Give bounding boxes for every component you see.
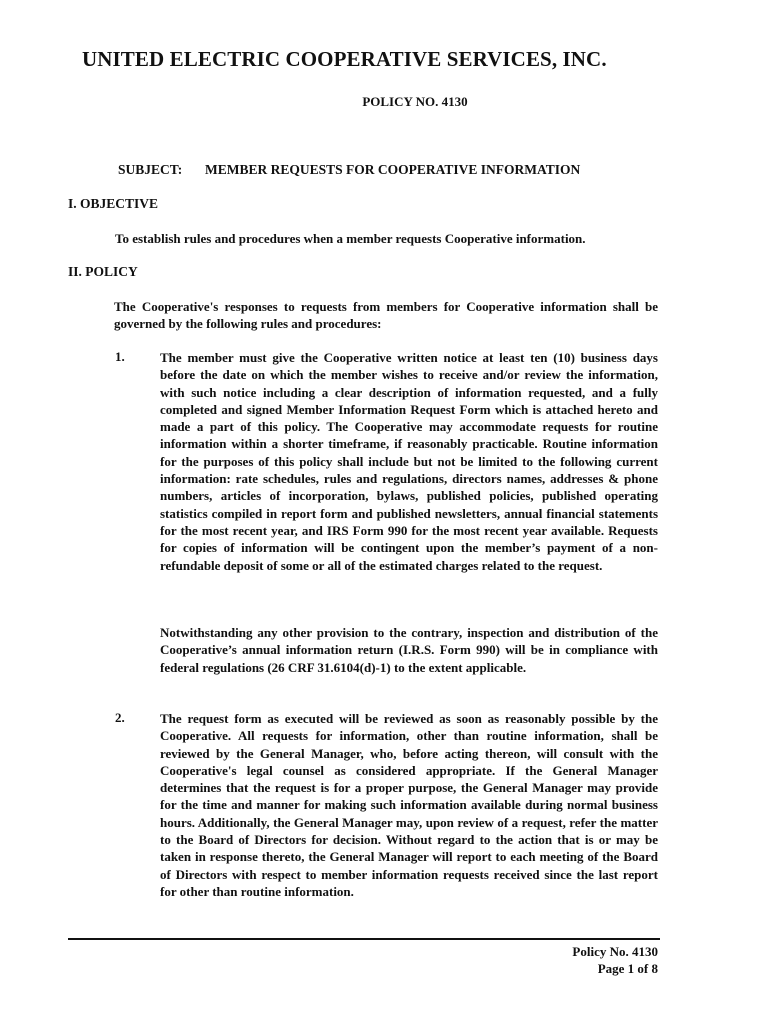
policy-intro: The Cooperative's responses to requests from members for Cooperative information shall be governed by the following rules and procedures: [114,299,658,332]
item-number: 1. [115,349,125,364]
objective-heading: I. OBJECTIVE [68,196,159,211]
footer-page-number: Page 1 of 8 [597,961,658,976]
item-paragraph: The member must give the Cooperative written notice at least ten (10) business days before the date on which the member wishes to receive and/or review the information, with such notice including a clear description of information requested, and a fully completed and signed Member Information Request Form which is attached hereto and made a part of this policy. The Cooperative may accommodate requests for routine information within a shorter timeframe, if reasonably practicable. Routine information for the purposes of this policy shall include but not be limited to the following current information: rate schedules, rules and regulations, directors names, addresses & phone numbers, articles of incorporation, bylaws, published policies, published operating statistics compiled in report form and published newsletters, annual financial statements for the most recent year, and IRS Form 990 for the most recent year available. Requests for copies of information will be contingent upon the member’s payment of a non-refundable deposit of some or all of the estimated charges related to the request. [160,350,658,573]
item-number: 2. [115,710,125,725]
policy-number: POLICY NO. 4130 [362,94,468,109]
document-title: UNITED ELECTRIC COOPERATIVE SERVICES, INC. [82,47,607,71]
item-paragraph: The request form as executed will be reviewed as soon as reasonably possible by the Cooperative. All requests for information, other than routine information, shall be reviewed by the General Manager, who, before acting thereon, will consult with the Cooperative's legal counsel as considered appropriate. If the General Manager determines that the request is for a proper purpose, the General Manager may provide for the time and manner for making such information available during normal business hours. Additionally, the General Manager may, upon review of a request, refer the matter to the Board of Directors for decision. Without regard to the action that is or may be taken in response thereto, the General Manager will report to each meeting of the Board of Directors with respect to member information requests received since the last report for other than routine information. [160,711,658,899]
footer-divider [68,938,660,940]
subject-label: SUBJECT: [118,162,183,177]
footer-policy-number: Policy No. 4130 [572,944,658,959]
policy-heading: II. POLICY [68,264,138,279]
subject-text: MEMBER REQUESTS FOR COOPERATIVE INFORMATION [205,162,581,177]
objective-text: To establish rules and procedures when a member requests Cooperative information. [115,231,586,246]
item-paragraph: Notwithstanding any other provision to the contrary, inspection and distribution of the Cooperative’s annual information return (I.R.S. Form 990) will be in compliance with federal regulations (26 CRF 31.6104(d)-1) to the extent applicable. [160,625,658,675]
